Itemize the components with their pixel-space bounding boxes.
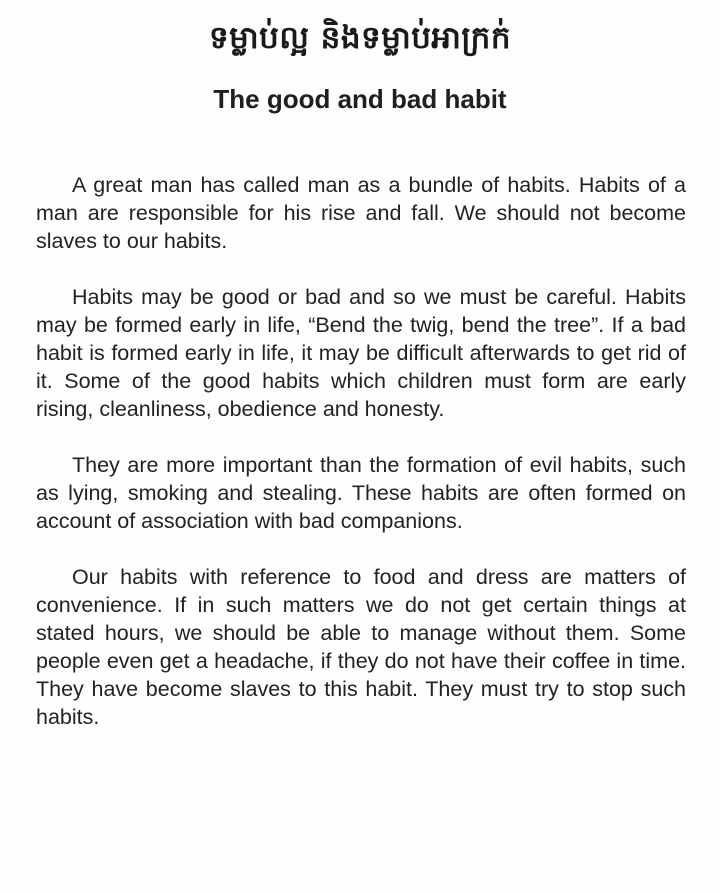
document-body bbox=[36, 171, 686, 759]
paragraph-3: They are more important than the formation of evil habits, such as lying, smoking and stealing. These habits are often formed on account of association with bad companions. bbox=[36, 453, 686, 533]
page-title: The good and bad habit bbox=[213, 84, 507, 114]
paragraph-1: A great man has called man as a bundle of habits. Habits of a man are responsible for his rise and fall. We should not become slaves to our habits. bbox=[36, 173, 686, 253]
khmer-title: ទម្លាប់ល្អ និងទម្លាប់អាក្រក់ bbox=[208, 20, 511, 56]
paragraph-2: Habits may be good or bad and so we must be careful. Habits may be formed early in life, “Bend the twig, bend the tree”. If a bad habit is formed early in life, it may be difficult afterwards to get rid of it. Some of the good habits which children must form are early rising, cleanliness, obedience and honesty. bbox=[36, 285, 686, 421]
paragraph-4: Our habits with reference to food and dress are matters of convenience. If in such matters we do not get certain things at stated hours, we should be able to manage without them. Some people even get a headache, if they do not have their coffee in time. They have become slaves to this habit. They must try to stop such habits. bbox=[36, 565, 686, 729]
